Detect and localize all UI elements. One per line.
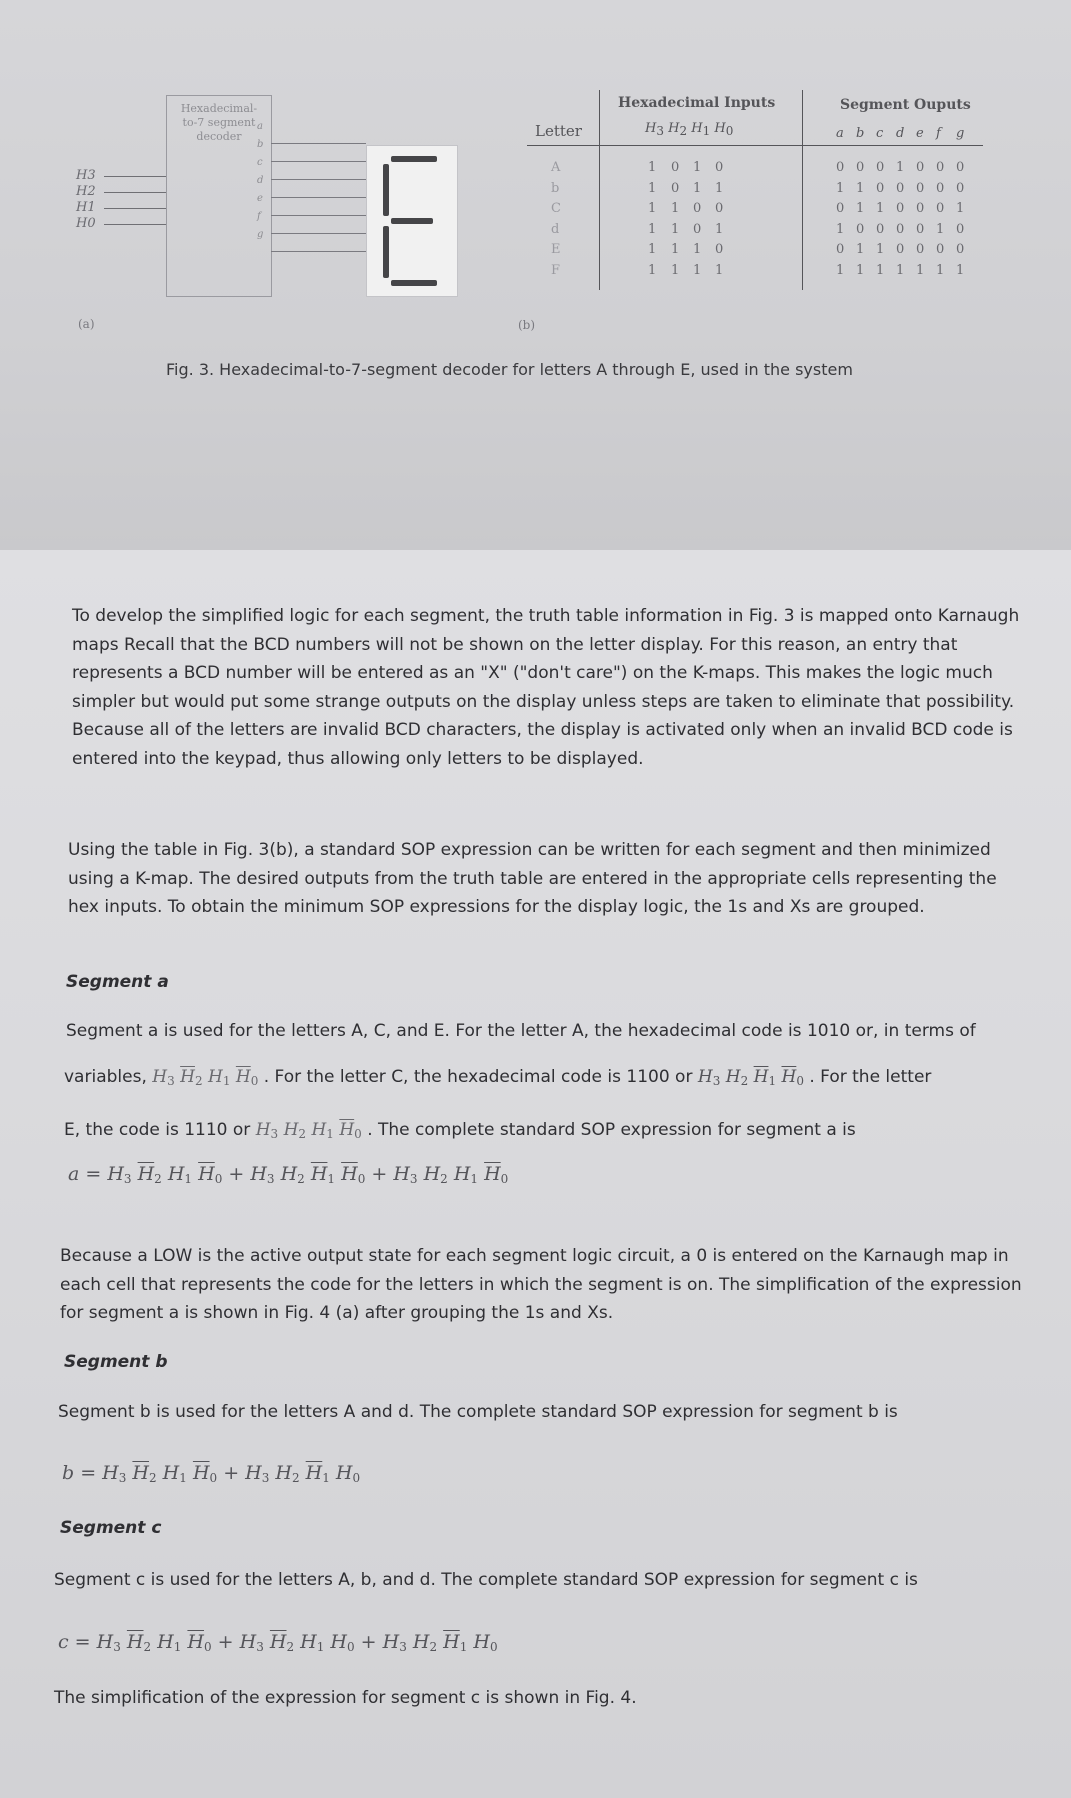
- equation-segment-c: $c = H_3$ $\overline{H}_2$ $H_1$ $\overline{H}_0 + H_3$ $\overline{H}_2$ $H_1$ $H_0 + H_3$ $H_2$ $\overline{H}_1$ $H_0$: [58, 1631, 498, 1654]
- table-output-cell: 0: [916, 242, 925, 257]
- table-input-cell: 0: [693, 201, 702, 216]
- table-letter-cell: F: [551, 262, 561, 278]
- table-output-cell: 0: [936, 180, 945, 196]
- table-output-cell: 0: [896, 221, 905, 237]
- equation-segment-a: $a = H_3$ $\overline{H}_2$ $H_1$ $\overline{H}_0 + H_3$ $H_2$ $\overline{H}_1$ $\overline{H}_0 + H_3$ $H_2$ $H_1$ $\overline{H}_0$: [68, 1163, 509, 1186]
- output-subheader-g: g: [956, 126, 965, 141]
- figure-caption: Fig. 3. Hexadecimal-to-7-segment decoder for letters A through E, used in the system: [166, 360, 853, 379]
- paragraph-sop-method: Using the table in Fig. 3(b), a standard SOP expression can be written for each segment and then minimized using a K-map. The desired outputs from the truth table are entered in the appropriate cells representing the hex inputs. To obtain the minimum SOP expressions for the display logic, the 1s and Xs are grouped.: [68, 840, 997, 917]
- input-label-h2: H2: [76, 184, 96, 199]
- input-label-h1: H1: [76, 200, 96, 215]
- inputs-header: Hexadecimal Inputs: [618, 95, 776, 111]
- decoder-label-line: Hexadecimal-: [180, 102, 258, 115]
- output-line: [271, 161, 366, 162]
- output-line: [271, 251, 366, 252]
- table-output-cell: 1: [836, 180, 845, 196]
- segment-c-text: Segment c is used for the letters A, b, and d. The complete standard SOP expression for segment c is: [54, 1570, 918, 1590]
- segment-a-text-line3: [64, 1116, 1044, 1149]
- table-output-cell: 0: [936, 201, 945, 216]
- segment-a-text-line2: [64, 1063, 1044, 1096]
- table-letter-cell: b: [551, 180, 560, 196]
- table-output-cell: 0: [856, 160, 865, 175]
- table-header-rule: [527, 145, 983, 146]
- table-output-cell: 0: [896, 180, 905, 196]
- decoder-output-a: a: [257, 121, 263, 132]
- table-output-cell: 1: [916, 262, 925, 278]
- table-input-cell: 0: [671, 160, 680, 175]
- table-input-cell: 1: [648, 160, 657, 175]
- table-divider: [802, 90, 803, 290]
- table-output-cell: 1: [856, 242, 865, 257]
- variables-expr-e: $H_3$ $H_2$ $H_1$ $\overline{H}_0$: [255, 1120, 362, 1141]
- table-output-cell: 1: [936, 221, 945, 237]
- figure-b-caption: (b): [518, 318, 536, 332]
- table-input-cell: 1: [693, 160, 702, 175]
- display-segment-a: [391, 156, 437, 162]
- table-output-cell: 1: [936, 262, 945, 278]
- closing-text: The simplification of the expression for segment c is shown in Fig. 4.: [54, 1688, 637, 1708]
- table-output-cell: 1: [876, 201, 885, 216]
- figure-a-caption: (a): [78, 317, 95, 331]
- decoder-output-f: f: [257, 211, 261, 222]
- table-output-cell: 0: [956, 180, 965, 196]
- decoder-label: [167, 102, 271, 144]
- text-fragment: variables,: [64, 1067, 147, 1087]
- table-input-cell: 0: [693, 221, 702, 237]
- decoder-output-g: g: [257, 229, 264, 240]
- table-input-cell: 1: [715, 262, 724, 278]
- table-input-cell: 1: [693, 242, 702, 257]
- output-subheader-f: f: [936, 126, 941, 141]
- table-output-cell: 1: [856, 262, 865, 278]
- paragraph-kmap-intro: To develop the simplified logic for each segment, the truth table information in Fig. 3 is mapped onto Karnaugh maps Recall that the BCD numbers will not be shown on the letter display. For this reason, an entry that represents a BCD number will be entered as an "X" ("don't care") on the K-maps. This makes the logic much simpler but would put some strange outputs on the display unless steps are taken to eliminate that possibility. Because all of the letters are invalid BCD characters, the display is activated only when an invalid BCD code is entered into the keypad, thus allowing only letters to be displayed.: [72, 606, 1020, 769]
- output-subheader-c: c: [876, 126, 884, 141]
- letter-column-header: Letter: [535, 122, 582, 140]
- segment-b-text: Segment b is used for the letters A and d. The complete standard SOP expression for segment b is: [58, 1402, 898, 1422]
- variables-expr-a: $H_3$ $\overline{H}_2$ $H_1$ $\overline{H}_0$: [152, 1067, 259, 1088]
- outputs-header: Segment Ouputs: [840, 97, 971, 113]
- table-output-cell: 0: [956, 242, 965, 257]
- text-fragment: . For the letter C, the hexadecimal code is 1100 or: [263, 1067, 693, 1087]
- table-output-cell: 1: [896, 262, 905, 278]
- decoder-output-b: b: [257, 139, 264, 150]
- input-label-h0: H0: [76, 216, 96, 231]
- table-input-cell: 1: [648, 201, 657, 216]
- table-output-cell: 0: [836, 201, 845, 216]
- heading-segment-a: Segment a: [66, 972, 169, 992]
- input-line: [104, 208, 166, 209]
- output-line: [271, 233, 366, 234]
- decoder-output-c: c: [257, 157, 263, 168]
- equation-segment-b: $b = H_3$ $\overline{H}_2$ $H_1$ $\overline{H}_0 + H_3$ $H_2$ $\overline{H}_1$ $H_0$: [62, 1462, 361, 1485]
- output-subheader-a: a: [836, 126, 844, 141]
- table-letter-cell: A: [551, 160, 561, 175]
- table-output-cell: 1: [896, 160, 905, 175]
- table-input-cell: 1: [715, 180, 724, 196]
- table-output-cell: 0: [896, 201, 905, 216]
- table-output-cell: 0: [876, 180, 885, 196]
- table-output-cell: 1: [836, 221, 845, 237]
- segment-a-text-line1: Segment a is used for the letters A, C, and E. For the letter A, the hexadecimal code is 1010 or, in terms of: [66, 1021, 976, 1041]
- table-output-cell: 0: [876, 221, 885, 237]
- table-output-cell: 1: [876, 262, 885, 278]
- table-output-cell: 0: [896, 242, 905, 257]
- variables-expr-c: $H_3$ $H_2$ $\overline{H}_1$ $\overline{H}_0$: [697, 1067, 804, 1088]
- table-input-cell: 0: [715, 242, 724, 257]
- text-fragment: . The complete standard SOP expression for segment a is: [367, 1120, 856, 1140]
- text-fragment: E, the code is 1110 or: [64, 1120, 251, 1140]
- heading-segment-b: Segment b: [64, 1352, 168, 1372]
- table-divider: [599, 90, 600, 290]
- heading-segment-c: Segment c: [60, 1518, 162, 1538]
- table-output-cell: 0: [856, 221, 865, 237]
- seven-segment-display: [366, 145, 458, 297]
- table-input-cell: 1: [648, 262, 657, 278]
- figure-a-block-diagram: [60, 95, 480, 335]
- output-subheader-b: b: [856, 126, 865, 141]
- output-line: [271, 215, 366, 216]
- table-input-cell: 0: [671, 180, 680, 196]
- table-output-cell: 0: [836, 242, 845, 257]
- input-line: [104, 192, 166, 193]
- table-output-cell: 0: [836, 160, 845, 175]
- table-output-cell: 0: [956, 221, 965, 237]
- decoder-label-line: to-7 segment: [182, 116, 256, 129]
- table-letter-cell: C: [551, 201, 561, 216]
- segment-a-after-text: Because a LOW is the active output state for each segment logic circuit, a 0 is entered on the Karnaugh map in each cell that represents the code for the letters in which the segment is on. The simplification of the expression for segment a is shown in Fig. 4 (a) after grouping the 1s and Xs.: [60, 1246, 1022, 1323]
- table-output-cell: 0: [956, 160, 965, 175]
- decoder-output-d: d: [257, 175, 264, 186]
- table-input-cell: 1: [648, 221, 657, 237]
- input-line: [104, 224, 166, 225]
- table-input-cell: 1: [693, 180, 702, 196]
- table-output-cell: 1: [876, 242, 885, 257]
- display-segment-d: [391, 280, 437, 286]
- table-output-cell: 0: [936, 160, 945, 175]
- output-line: [271, 143, 366, 144]
- table-output-cell: 0: [916, 201, 925, 216]
- output-subheader-d: d: [896, 126, 905, 141]
- table-input-cell: 1: [671, 201, 680, 216]
- display-segment-e: [383, 226, 389, 278]
- table-output-cell: 1: [856, 201, 865, 216]
- table-output-cell: 0: [916, 221, 925, 237]
- output-line: [271, 197, 366, 198]
- inputs-subheader: H3 H2 H1 H0: [645, 121, 734, 138]
- table-output-cell: 0: [916, 160, 925, 175]
- table-input-cell: 1: [671, 262, 680, 278]
- table-input-cell: 1: [671, 221, 680, 237]
- table-output-cell: 1: [856, 180, 865, 196]
- input-line: [104, 176, 166, 177]
- output-line: [271, 179, 366, 180]
- table-output-cell: 0: [916, 180, 925, 196]
- table-input-cell: 1: [671, 242, 680, 257]
- input-label-h3: H3: [76, 168, 96, 183]
- output-subheader-e: e: [916, 126, 924, 141]
- table-input-cell: 1: [648, 242, 657, 257]
- table-output-cell: 0: [936, 242, 945, 257]
- table-output-cell: 1: [956, 262, 965, 278]
- table-input-cell: 1: [715, 221, 724, 237]
- decoder-box: [166, 95, 272, 297]
- table-letter-cell: d: [551, 221, 560, 237]
- display-segment-f: [383, 164, 389, 216]
- table-input-cell: 1: [648, 180, 657, 196]
- table-output-cell: 1: [836, 262, 845, 278]
- table-letter-cell: E: [551, 242, 561, 257]
- decoder-label-line: decoder: [196, 130, 242, 143]
- decoder-output-e: e: [257, 193, 263, 204]
- display-segment-g: [391, 218, 433, 224]
- table-output-cell: 1: [956, 201, 965, 216]
- text-fragment: . For the letter: [809, 1067, 932, 1087]
- table-input-cell: 0: [715, 201, 724, 216]
- table-input-cell: 0: [715, 160, 724, 175]
- table-output-cell: 0: [876, 160, 885, 175]
- table-input-cell: 1: [693, 262, 702, 278]
